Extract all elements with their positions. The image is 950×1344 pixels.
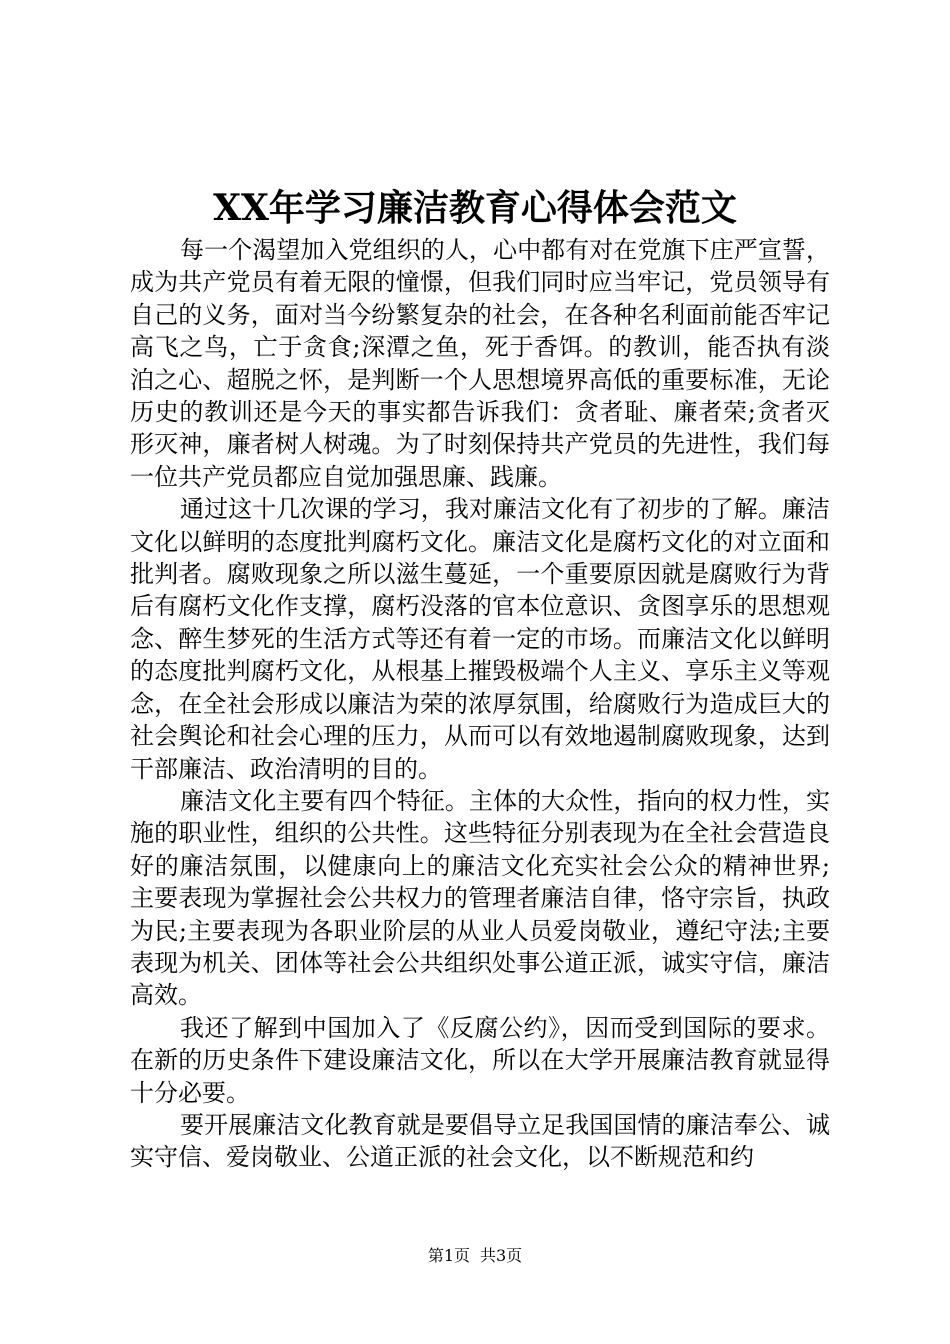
paragraph: 通过这十几次课的学习，我对廉洁文化有了初步的了解。廉洁文化以鲜明的态度批判腐朽文化。廉洁文化是腐朽文化的对立面和批判者。腐败现象之所以滋生蔓延，一个重要原因就是腐败行为背后有腐朽文化作支撑，腐朽没落的官本位意识、贪图享乐的思想观念、醉生梦死的生活方式等还有着一定的市场。而廉洁文化以鲜明的态度批判腐朽文化，从根基上摧毁极端个人主义、享乐主义等观念，在全社会形成以廉洁为荣的浓厚氛围，给腐败行为造成巨大的社会舆论和社会心理的压力，从而可以有效地遏制腐败现象，达到干部廉洁、政治清明的目的。	[130, 495, 830, 783]
document-body	[130, 234, 830, 1174]
document-title: XX年学习廉洁教育心得体会范文	[213, 187, 737, 229]
paragraph: 每一个渴望加入党组织的人，心中都有对在党旗下庄严宣誓，成为共产党员有着无限的憧憬，但我们同时应当牢记，党员领导有自己的义务，面对当今纷繁复杂的社会，在各种名利面前能否牢记高飞之鸟，亡于贪食;深潭之鱼，死于香饵。的教训，能否执有淡泊之心、超脱之怀，是判断一个人思想境界高低的重要标准，无论历史的教训还是今天的事实都告诉我们：贪者耻、廉者荣;贪者灭形灭神，廉者树人树魂。为了时刻保持共产党员的先进性，我们每一位共产党员都应自觉加强思廉、践廉。	[130, 236, 830, 491]
page-number-total: 共3页	[480, 1246, 523, 1265]
page-footer	[0, 1245, 950, 1267]
paragraph: 廉洁文化主要有四个特征。主体的大众性，指向的权力性，实施的职业性，组织的公共性。这些特征分别表现为在全社会营造良好的廉洁氛围，以健康向上的廉洁文化充实社会公众的精神世界;主要表现为掌握社会公共权力的管理者廉洁自律，恪守宗旨，执政为民;主要表现为各职业阶层的从业人员爱岗敬业，遵纪守法;主要表现为机关、团体等社会公共组织处事公道正派，诚实守信，廉洁高效。	[130, 786, 830, 1010]
paragraph: 要开展廉洁文化教育就是要倡导立足我国国情的廉洁奉公、诚实守信、爱岗敬业、公道正派的社会文化，以不断规范和约	[130, 1110, 830, 1172]
paragraph: 我还了解到中国加入了《反腐公约》，因而受到国际的要求。在新的历史条件下建设廉洁文化，所以在大学开展廉洁教育就显得十分必要。	[130, 1013, 830, 1107]
page-number-current: 第1页	[427, 1246, 470, 1265]
